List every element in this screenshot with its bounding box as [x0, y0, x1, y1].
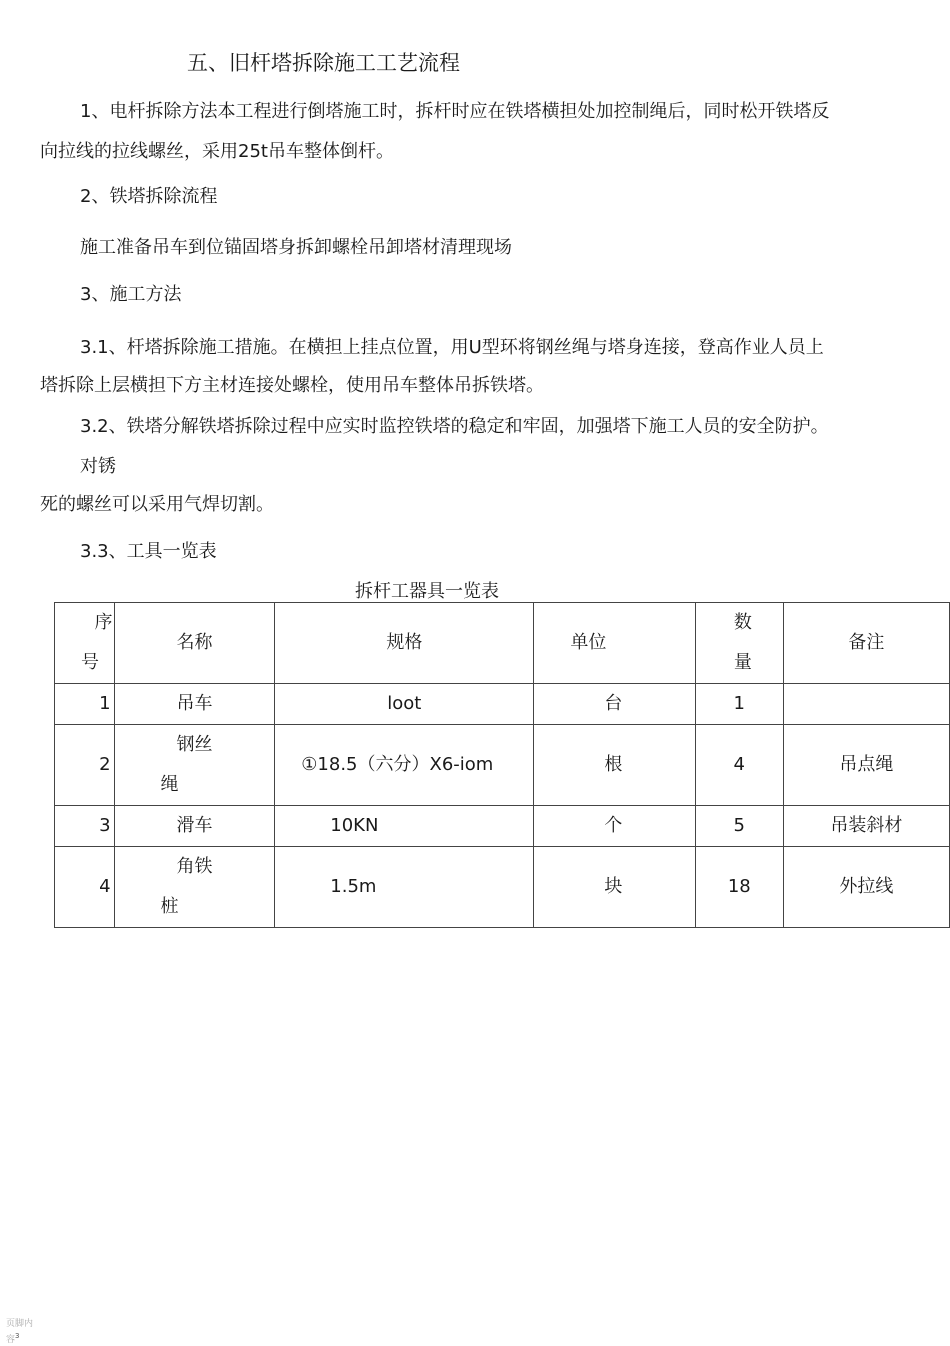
cell-qty: 4 — [695, 725, 783, 806]
section-2-heading: 2、铁塔拆除流程 — [80, 186, 218, 207]
cell-name — [114, 847, 275, 928]
cell-note: 吊装斜材 — [783, 806, 949, 847]
paragraph-3-2-line-2: 对锈 — [80, 456, 116, 477]
page-footer — [6, 1318, 36, 1346]
footer-text: 页脚内容 — [6, 1319, 34, 1345]
cell-unit: 个 — [534, 806, 695, 847]
header-cell-spec: 规格 — [275, 603, 534, 684]
cell-no: 2 — [55, 725, 115, 806]
cell-unit: 台 — [534, 684, 695, 725]
header-no-part-a: 序 — [94, 612, 113, 633]
table-header-row — [55, 603, 950, 684]
cell-name: 滑车 — [114, 806, 275, 847]
cell-name-text: 角铁桩 — [160, 856, 213, 917]
cell-qty: 18 — [695, 847, 783, 928]
header-cell-no — [55, 603, 115, 684]
table-caption: 拆杆工器具一览表 — [355, 581, 499, 602]
table-row — [55, 806, 950, 847]
header-no-part-b: 号 — [81, 652, 99, 673]
header-cell-name: 名称 — [114, 603, 275, 684]
table-row — [55, 725, 950, 806]
cell-note — [783, 684, 949, 725]
paragraph-3-1-line-2: 塔拆除上层横担下方主材连接处螺栓，使用吊车整体吊拆铁塔。 — [40, 375, 544, 396]
paragraph-3-2-line-3: 死的螺丝可以采用气焊切割。 — [40, 494, 274, 515]
cell-spec: loot — [275, 684, 534, 725]
table-row — [55, 684, 950, 725]
cell-qty: 1 — [695, 684, 783, 725]
cell-name: 吊车 — [114, 684, 275, 725]
cell-no: 1 — [55, 684, 115, 725]
demolition-flow-text: 施工准备吊车到位锚固塔身拆卸螺栓吊卸塔材清理现场 — [80, 237, 512, 258]
cell-unit: 根 — [534, 725, 695, 806]
cell-name — [114, 725, 275, 806]
header-cell-unit: 单位 — [534, 603, 695, 684]
paragraph-3-1-line-1: 3.1、杆塔拆除施工措施。在横担上挂点位置，用U型环将钢丝绳与塔身连接，登高作业人员上 — [80, 337, 824, 358]
section-3-heading: 3、施工方法 — [80, 284, 182, 305]
header-cell-qty — [695, 603, 783, 684]
tools-table — [54, 602, 950, 928]
cell-no: 3 — [55, 806, 115, 847]
cell-no: 4 — [55, 847, 115, 928]
cell-spec — [275, 725, 534, 806]
table-row — [55, 847, 950, 928]
cell-note: 吊点绳 — [783, 725, 949, 806]
cell-unit: 块 — [534, 847, 695, 928]
header-qty-label: 数量 — [733, 612, 752, 673]
paragraph-1-line-2: 向拉线的拉线螺丝，采用25t吊车整体倒杆。 — [40, 141, 394, 162]
section-3-3-heading: 3.3、工具一览表 — [80, 541, 217, 562]
cell-note: 外拉线 — [783, 847, 949, 928]
cell-spec-text: ①18.5（六分）X6-iom — [301, 754, 494, 775]
header-cell-note: 备注 — [783, 603, 949, 684]
paragraph-1-line-1: 1、电杆拆除方法本工程进行倒塔施工时，拆杆时应在铁塔横担处加控制绳后，同时松开铁塔反 — [80, 101, 830, 122]
cell-spec: 10KN — [275, 806, 534, 847]
paragraph-3-2-line-1: 3.2、铁塔分解铁塔拆除过程中应实时监控铁塔的稳定和牢固，加强塔下施工人员的安全防护。 — [80, 416, 829, 437]
cell-spec: 1.5m — [275, 847, 534, 928]
cell-name-text: 钢丝绳 — [160, 734, 213, 795]
page-title: 五、旧杆塔拆除施工工艺流程 — [187, 51, 460, 75]
cell-qty: 5 — [695, 806, 783, 847]
page-number: 3 — [15, 1332, 20, 1340]
